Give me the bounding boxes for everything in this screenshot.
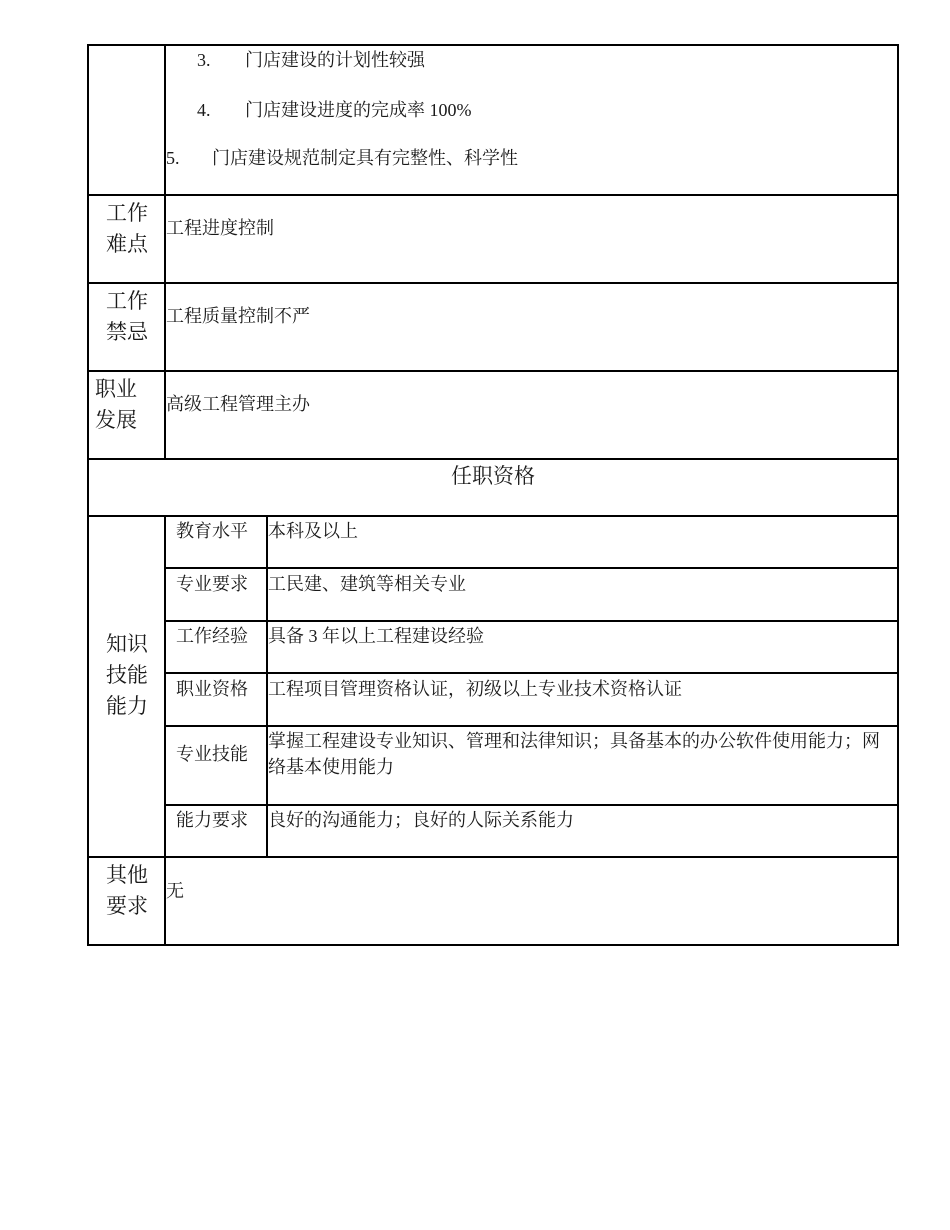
major-label: 专业要求: [176, 574, 248, 594]
ability-label: 能力要求: [176, 810, 248, 830]
group-label-line-2: 技能: [106, 663, 148, 687]
group-label-line-3: 能力: [106, 694, 148, 718]
criteria-item-3-number: 3.: [197, 50, 211, 70]
ability-value: 良好的沟通能力；良好的人际关系能力: [268, 810, 574, 830]
certification-label: 职业资格: [176, 679, 248, 699]
row-divider: [87, 370, 899, 372]
career-value: 高级工程管理主办: [166, 394, 310, 414]
skills-label: 专业技能: [176, 744, 248, 764]
row-divider: [87, 194, 899, 196]
table-border-top: [87, 44, 899, 46]
difficulty-label: [89, 198, 165, 260]
criteria-item-4-text: 门店建设进度的完成率 100%: [245, 100, 472, 120]
subrow-divider: [164, 672, 899, 674]
taboo-label-line-2: 禁忌: [106, 320, 148, 344]
difficulty-label-line-1: 工作: [106, 201, 148, 225]
criteria-item-4-number: 4.: [197, 100, 211, 120]
row-divider: [87, 515, 899, 517]
career-label-line-1: 职业: [95, 377, 137, 401]
other-value: 无: [166, 881, 184, 901]
qualifications-title: 任职资格: [451, 464, 535, 488]
education-label: 教育水平: [176, 521, 248, 541]
table-border-bottom: [87, 944, 899, 946]
experience-label: 工作经验: [176, 626, 248, 646]
difficulty-value: 工程进度控制: [166, 218, 274, 238]
row-divider: [87, 458, 899, 460]
row-divider: [87, 282, 899, 284]
table-border-right: [897, 44, 899, 946]
subrow-divider: [164, 804, 899, 806]
criteria-item-3-text: 门店建设的计划性较强: [245, 50, 425, 70]
other-label-line-2: 要求: [106, 894, 148, 918]
subrow-divider: [164, 620, 899, 622]
qualifications-group-label: [89, 629, 165, 722]
taboo-value: 工程质量控制不严: [166, 306, 310, 326]
group-label-line-1: 知识: [106, 632, 148, 656]
row-divider: [87, 856, 899, 858]
subrow-divider: [164, 725, 899, 727]
difficulty-label-line-2: 难点: [106, 232, 148, 256]
taboo-label: [89, 286, 165, 348]
criteria-item-5-number: 5.: [166, 148, 180, 168]
taboo-label-line-1: 工作: [106, 289, 148, 313]
subrow-divider: [164, 567, 899, 569]
skills-value: 掌握工程建设专业知识、管理和法律知识；具备基本的办公软件使用能力；网络基本使用能力: [268, 731, 880, 777]
career-label: [89, 374, 171, 436]
certification-value: 工程项目管理资格认证，初级以上专业技术资格认证: [268, 679, 682, 699]
criteria-item-5-text: 门店建设规范制定具有完整性、科学性: [212, 148, 518, 168]
education-value: 本科及以上: [268, 521, 358, 541]
other-label: [89, 860, 165, 922]
experience-value: 具备 3 年以上工程建设经验: [268, 626, 484, 646]
major-value: 工民建、建筑等相关专业: [268, 574, 466, 594]
other-label-line-1: 其他: [106, 863, 148, 887]
career-label-line-2: 发展: [95, 408, 137, 432]
table-border-left: [87, 44, 89, 946]
